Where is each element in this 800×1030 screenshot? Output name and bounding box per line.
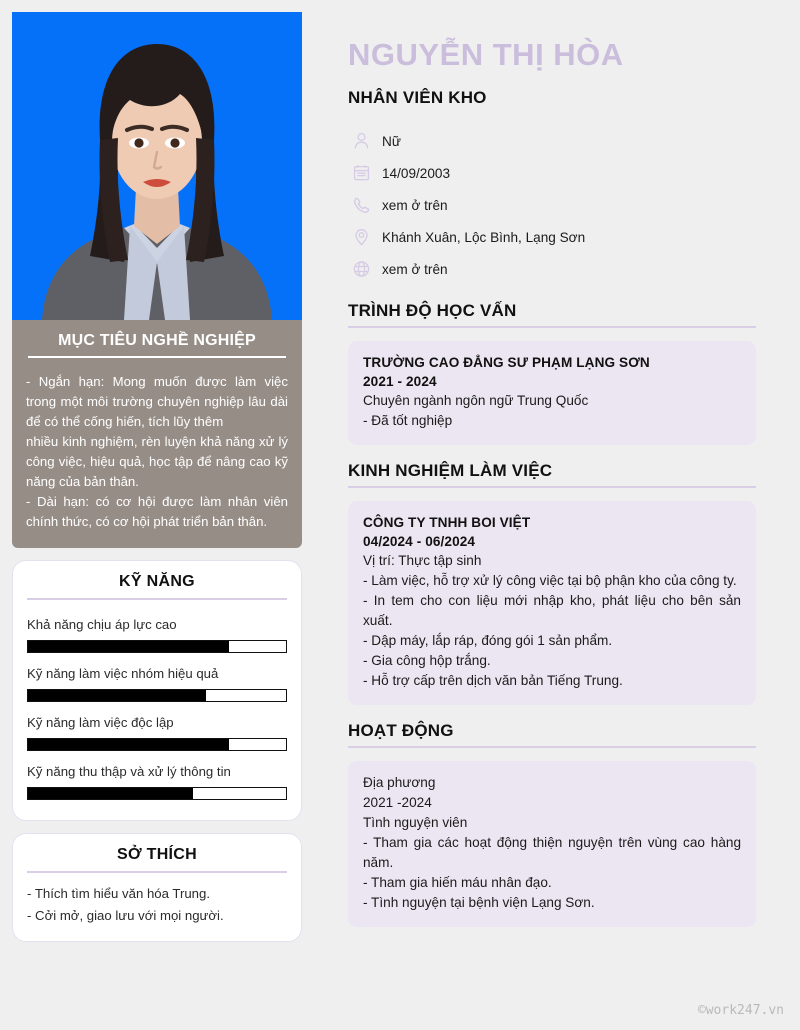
education-status: - Đã tốt nghiệp xyxy=(363,413,453,428)
skill-label: Kỹ năng làm việc nhóm hiệu quả xyxy=(27,666,219,681)
skill-item xyxy=(27,708,287,751)
hobbies-title: SỞ THÍCH xyxy=(116,846,198,863)
activities-rule xyxy=(348,746,756,748)
education-rule xyxy=(348,326,756,328)
activities-title: HOẠT ĐỘNG xyxy=(348,721,454,740)
objective-paragraph: nhiều kinh nghiệm, rèn luyện khả năng xử lý công việc, hiệu quả, học tập để nâng cao kỹ năng của bản thân. xyxy=(26,434,288,489)
career-objective-text xyxy=(26,372,288,532)
candidate-job-title: NHÂN VIÊN KHO xyxy=(348,88,487,107)
experience-period: 04/2024 - 06/2024 xyxy=(363,534,476,549)
experience-section xyxy=(348,461,756,705)
career-objective-panel xyxy=(12,320,302,548)
activities-item: - Tình nguyện tại bệnh viện Lạng Sơn. xyxy=(363,895,595,910)
career-objective-title: MỤC TIÊU NGHỀ NGHIỆP xyxy=(58,332,256,349)
education-title: TRÌNH ĐỘ HỌC VẤN xyxy=(348,301,517,320)
activities-item: - Tham gia hiến máu nhân đạo. xyxy=(363,875,552,890)
activities-org: Địa phương xyxy=(363,775,436,790)
skills-card xyxy=(12,560,302,821)
experience-company: CÔNG TY TNHH BOI VIỆT xyxy=(363,515,531,530)
globe-icon xyxy=(348,257,374,281)
activities-section xyxy=(348,721,756,927)
right-column xyxy=(348,36,756,927)
skill-item xyxy=(27,610,287,653)
education-school: TRƯỜNG CAO ĐẲNG SƯ PHẠM LẠNG SƠN xyxy=(363,355,650,370)
contact-row-birthdate xyxy=(348,157,756,189)
skill-label: Kỹ năng làm việc độc lập xyxy=(27,715,174,730)
activities-item: - Tham gia các hoạt động thiện nguyện trên vùng cao hàng năm. xyxy=(363,835,741,870)
experience-duty: - Hỗ trợ cấp trên dịch văn bản Tiếng Trung. xyxy=(363,673,623,688)
contact-value: Nữ xyxy=(382,133,401,149)
experience-panel xyxy=(348,501,756,705)
calendar-icon xyxy=(348,161,374,185)
candidate-name: NGUYỄN THỊ HÒA xyxy=(348,37,624,72)
contact-row-gender xyxy=(348,125,756,157)
skill-label: Kỹ năng thu thập và xử lý thông tin xyxy=(27,764,231,779)
contact-list xyxy=(348,125,756,285)
skill-bar-fill xyxy=(28,788,193,799)
career-objective-rule xyxy=(28,356,286,358)
objective-paragraph: - Dài hạn: có cơ hội được làm nhân viên chính thức, có cơ hội phát triển bản thân. xyxy=(26,494,288,529)
skill-bar-fill xyxy=(28,690,206,701)
watermark: ©work247.vn xyxy=(697,1003,784,1018)
education-period: 2021 - 2024 xyxy=(363,374,437,389)
experience-position: Vị trí: Thực tập sinh xyxy=(363,553,482,568)
activities-period: 2021 -2024 xyxy=(363,795,432,810)
objective-paragraph: - Ngắn hạn: Mong muốn được làm việc trong một môi trường chuyên nghiệp lâu dài để có thể cống hiến, tích lũy thêm xyxy=(26,374,288,429)
skill-bar-track xyxy=(27,640,287,653)
experience-rule xyxy=(348,486,756,488)
experience-title: KINH NGHIỆM LÀM VIỆC xyxy=(348,461,553,480)
hobby-item: - Cởi mở, giao lưu với mọi người. xyxy=(27,908,224,923)
hobby-item: - Thích tìm hiểu văn hóa Trung. xyxy=(27,886,211,901)
contact-row-website xyxy=(348,253,756,285)
contact-value: 14/09/2003 xyxy=(382,165,451,181)
skill-bar-track xyxy=(27,787,287,800)
phone-icon xyxy=(348,193,374,217)
profile-photo xyxy=(12,12,302,320)
education-major: Chuyên ngành ngôn ngữ Trung Quốc xyxy=(363,393,589,408)
activities-panel xyxy=(348,761,756,927)
education-section xyxy=(348,301,756,445)
contact-row-phone xyxy=(348,189,756,221)
experience-duty: - Dập máy, lắp ráp, đóng gói 1 sản phẩm. xyxy=(363,633,613,648)
contact-value: Khánh Xuân, Lộc Bình, Lạng Sơn xyxy=(382,229,586,245)
portrait-image xyxy=(12,12,302,320)
experience-duty: - In tem cho con liệu mới nhập kho, phát liệu cho bên sản xuất. xyxy=(363,593,741,628)
skill-bar-track xyxy=(27,738,287,751)
contact-value: xem ở trên xyxy=(382,197,448,213)
experience-duty: - Gia công hộp trắng. xyxy=(363,653,491,668)
skill-bar-fill xyxy=(28,739,229,750)
person-icon xyxy=(348,129,374,153)
skill-bar-track xyxy=(27,689,287,702)
left-column xyxy=(12,12,302,942)
education-panel xyxy=(348,341,756,445)
activities-role: Tình nguyện viên xyxy=(363,815,468,830)
skill-item xyxy=(27,659,287,702)
location-pin-icon xyxy=(348,225,374,249)
skill-label: Khả năng chịu áp lực cao xyxy=(27,617,177,632)
skill-bar-fill xyxy=(28,641,229,652)
skill-item xyxy=(27,757,287,800)
skills-title: KỸ NĂNG xyxy=(119,573,195,590)
hobbies-card xyxy=(12,833,302,942)
skills-rule xyxy=(27,598,287,600)
contact-row-address xyxy=(348,221,756,253)
hobbies-rule xyxy=(27,871,287,873)
contact-value: xem ở trên xyxy=(382,261,448,277)
experience-duty: - Làm việc, hỗ trợ xử lý công việc tại bộ phận kho của công ty. xyxy=(363,573,737,588)
